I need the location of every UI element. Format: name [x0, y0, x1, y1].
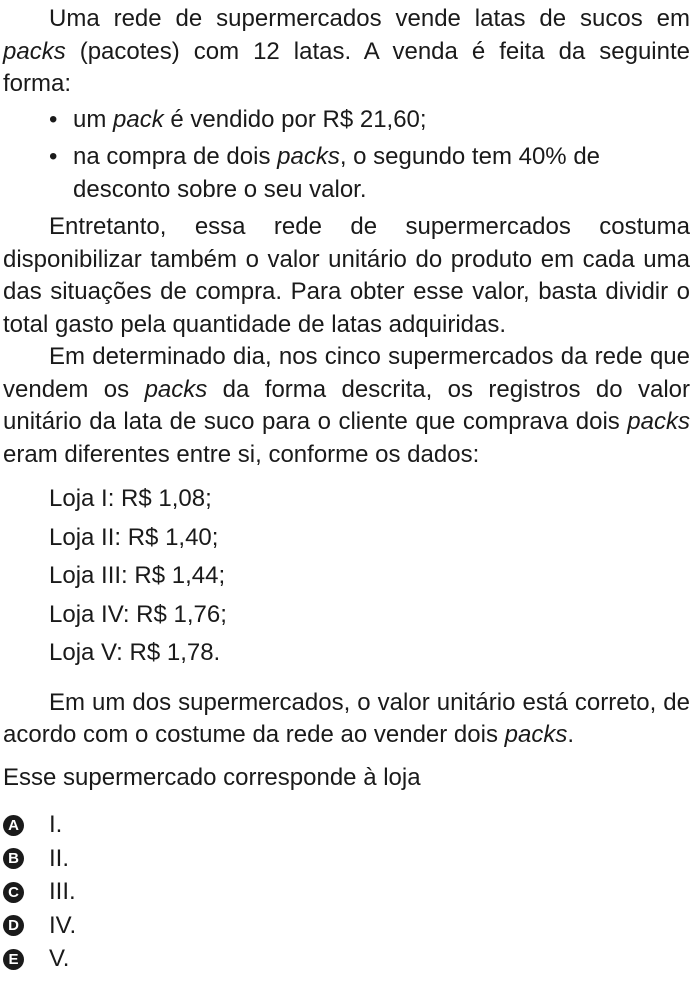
answer-options — [3, 808, 690, 976]
option-e-badge-icon[interactable]: E — [3, 949, 24, 970]
store-value-item: Loja II: R$ 1,40; — [49, 523, 219, 551]
option-b-text: II. — [49, 844, 70, 872]
question-stem: Esse supermercado corresponde à loja — [3, 763, 421, 791]
intro-paragraph — [3, 0, 690, 101]
unit-value-paragraph: Entretanto, essa rede de supermercados costuma disponibilizar também o valor unitário do produto em cada uma das situações de compra. Para obter esse valor, basta dividir o total gasto pela quantidade de latas adquiridas. — [3, 213, 690, 338]
store-records-paragraph: Em determinado dia, nos cinco supermercados da rede que vendem os packs da forma descrita, os registros do valor unitário da lata de suco para o cliente que comprava dois packs eram diferentes entre si, conforme os dados: — [3, 343, 690, 468]
option-c-badge-icon[interactable]: C — [3, 882, 24, 903]
option-b-badge-icon[interactable]: B — [3, 848, 24, 869]
option-c-text: III. — [49, 878, 76, 906]
store-value-item: Loja I: R$ 1,08; — [49, 485, 212, 512]
intro-text-end: (pacotes) com 12 latas. A venda é feita da seguinte forma: — [3, 37, 690, 97]
option-e[interactable] — [3, 942, 690, 976]
sale-condition-item: • um pack é vendido por R$ 21,60; — [3, 104, 690, 137]
option-d-badge-icon[interactable]: D — [3, 915, 24, 936]
option-d-text: IV. — [49, 911, 77, 939]
option-e-text: V. — [49, 945, 70, 973]
option-a-text: I. — [49, 811, 63, 839]
store-values-list — [3, 480, 690, 673]
option-d[interactable] — [3, 909, 690, 943]
option-c[interactable] — [3, 875, 690, 909]
intro-emphasis: packs — [3, 37, 66, 65]
store-value-item: Loja III: R$ 1,44; — [49, 562, 226, 590]
correct-store-paragraph: Em um dos supermercados, o valor unitário está correto, de acordo com o costume da rede ao vender dois packs. — [3, 688, 690, 749]
store-value-item: Loja V: R$ 1,78. — [49, 639, 221, 667]
option-a[interactable] — [3, 808, 690, 842]
sale-conditions-list — [3, 104, 690, 207]
option-a-badge-icon[interactable]: A — [3, 815, 24, 836]
intro-text-start: Uma rede de supermercados vende latas de sucos em — [49, 5, 690, 32]
store-value-item: Loja IV: R$ 1,76; — [49, 600, 227, 628]
option-b[interactable] — [3, 842, 690, 876]
sale-condition-item: • na compra de dois packs, o segundo tem 40% de desconto sobre o seu valor. — [3, 141, 690, 206]
